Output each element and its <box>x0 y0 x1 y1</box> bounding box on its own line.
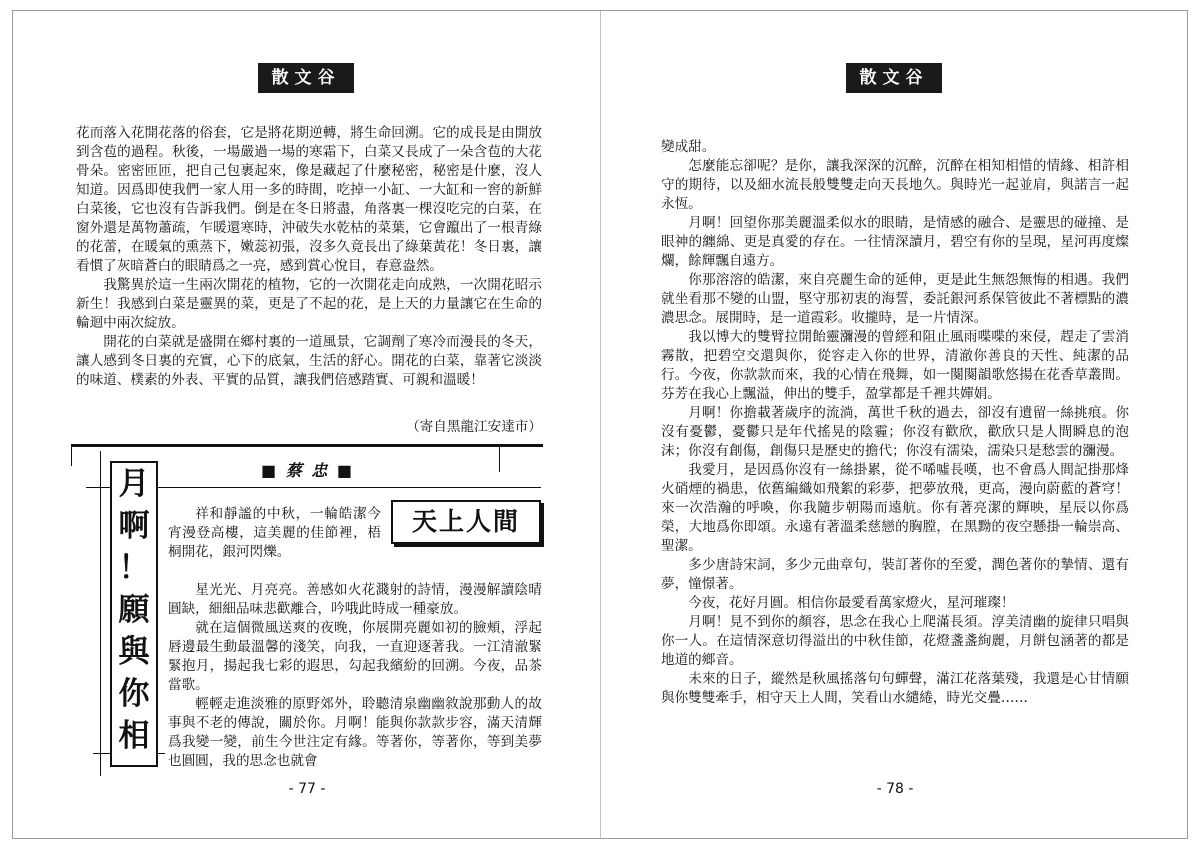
paragraph: 祥和靜謐的中秋，一輪皓潔今宵漫登高樓，這美麗的佳節裡，梧桐開花，銀河閃爍。 <box>168 506 381 560</box>
paragraph: 月啊！見不到你的顏容，思念在我心上爬滿長須。淳美清幽的旋律只唱與你一人。在這情深意切得溢出的中秋佳節，花燈盞盞絢麗，月餅包涵著的都是地道的鄉音。 <box>661 614 1129 668</box>
paragraph: 變成甜。 <box>661 139 716 155</box>
divider-tick <box>499 444 500 472</box>
title-char: 月 <box>118 466 150 502</box>
title-char: 啊 <box>118 508 150 544</box>
title-char: 願 <box>118 592 150 628</box>
poem-text <box>168 581 542 771</box>
paragraph: 星光光、月亮亮。善感如火花濺射的詩情，漫漫解讀陰晴圓缺，細細品味悲歡離合，吟哦此時成一種豪放。 <box>168 582 542 617</box>
poem-continuation <box>661 138 1129 708</box>
poem-vertical-title <box>110 461 158 767</box>
poem-text-top <box>168 505 381 562</box>
paragraph: 今夜，花好月圓。相信你最愛看萬家燈火，星河璀璨！ <box>688 595 1015 611</box>
paragraph: 就在這個微風送爽的夜晚，你展開亮麗如初的臉頰，浮起唇邊最生動最溫馨的淺笑，向我，一直迎逐著我。一江清澈緊緊抱月，揚起我七彩的遐思，勾起我繽紛的回溯。今夜，品茶當歌。 <box>168 620 542 693</box>
source-note: （寄自黑龍江安達市） <box>406 419 542 435</box>
paragraph: 我愛月，是因爲你沒有一絲掛累，從不唏噓長嘆，也不會爲人間記掛那烽火硝煙的禍患，依舊編織如飛絮的彩夢，把夢放飛，更高，漫向蔚藍的蒼穹！來一次浩瀚的呼喚，你我隨步朝陽而遠航。你有著亮潔的輝映，星辰以你爲榮，大地爲你即頌。永遠有著溫柔慈戀的胸膛，在黑黝的夜空懸掛一輪崇高、聖潔。 <box>661 462 1129 554</box>
paragraph: 怎麼能忘卻呢？是你，讓我深深的沉醉，沉醉在相知相惜的情緣、相許相守的期待，以及細水流長般雙雙走向天長地久。與時光一起並肩，與諾言一起永恆。 <box>661 158 1129 212</box>
page-number: - 77 - <box>288 781 326 797</box>
paragraph: 月啊！回望你那美麗溫柔似水的眼睛，是情感的融合、是靈思的碰撞、是眼神的纏綿、更是真愛的存在。一往情深讀月，碧空有你的呈現，星河再度燦爛，餘輝飄自遠方。 <box>661 215 1129 269</box>
page-left <box>13 11 601 838</box>
title-char: 與 <box>118 634 150 670</box>
paragraph: 你那溶溶的皓潔，來自亮麗生命的延伸，更是此生無怨無悔的相遇。我們就坐看那不變的山盟，堅守那初衷的海誓，委託銀河系保管彼此不著標點的濃濃思念。展開時，是一道霞彩。收攏時，是一片情深。 <box>661 272 1129 326</box>
page-right <box>601 11 1189 838</box>
section-header: 散文谷 <box>258 63 354 93</box>
paragraph: 輕輕走進淡雅的原野郊外，聆聽清泉幽幽敘說那動人的故事與不老的傳說，關於你。月啊！能與你款款步容，滿天清輝爲我變一變，前生今世注定有緣。等著你，等著你，等到美夢也圓圓，我的思念也就會 <box>168 696 542 769</box>
essay-text <box>76 124 542 390</box>
title-char: 相 <box>118 718 150 754</box>
paragraph: 花而落入花開花落的俗套，它是將花期逆轉，將生命回溯。它的成長是由開放到含苞的過程。秋後，一場嚴過一場的寒霜下，白菜又長成了一朵含苞的大花骨朵。密密匝匝，把自己包裹起來，像是藏起了什麼秘密，秘密是什麼，沒人知道。因爲即使我們一家人用一多的時間，吃掉一小缸、一大缸和一窖的新鮮白菜後，它也沒有告訴我們。倒是在冬日將盡，角落裏一棵沒吃完的白菜，在窗外還是萬物蕭疏，乍暖還寒時，沖破失水乾枯的菜葉，它會躥出了一根青綠的花蕾，在暖氣的熏蒸下，嫩蕊初張，沒多久竟長出了綠葉黃花！冬日裏，讓看慣了灰暗蒼白的眼睛爲之一亮，感到賞心悅目，春意盎然。 <box>76 125 542 274</box>
author-byline: ■ 蔡 忠 ■ <box>261 461 354 480</box>
paragraph: 未來的日子，縱然是秋風搖落句句蟬聲，滿江花落葉殘，我還是心甘情願與你雙雙牽手，相守天上人間，笑看山水繾綣，時光交疊…… <box>661 671 1129 706</box>
frame-line <box>100 451 101 776</box>
divider-tick <box>71 444 72 466</box>
paragraph: 月啊！你擔載著歲序的流淌，萬世千秋的過去，卻沒有遺留一絲挑痕。你沒有憂鬱，憂鬱只是年代搖晃的陰霾；你沒有歡欣，歡欣只是人間瞬息的泡沫；你沒有創傷，創傷只是歷史的擔代；你沒有濡染，濡染只是愁雲的瀰漫。 <box>661 405 1129 459</box>
column-title-box: 天上人間 <box>391 500 541 544</box>
paragraph: 我驚異於這一生兩次開花的植物，它的一次開花走向成熟，一次開花昭示新生！我感到白菜是靈異的菜，更是了不起的花，是上天的力量讓它在生命的輪迴中兩次綻放。 <box>76 277 542 331</box>
title-char: ！ <box>118 550 150 586</box>
paragraph: 我以博大的雙臂拉開飴靈瀰漫的曾經和阻止風雨喋喋的來侵，趕走了雲消霧散，把碧空交還與你，從容走入你的世界，清澈你善良的天性、純潔的品行。今夜，你款款而來，我的心情在飛舞，如一闋闋韻歌悠揚在花香草叢間。芬芳在我心上飄溢，伸出的雙手，盈掌都是千裡共嬋娟。 <box>661 329 1129 402</box>
book-spread <box>12 10 1188 839</box>
section-divider <box>71 444 543 447</box>
title-char: 你 <box>118 676 150 712</box>
paragraph: 開花的白菜就是盛開在鄉村裏的一道風景，它調劑了寒冷而漫長的冬天，讓人感到冬日裏的充實，心下的底氣，生活的舒心。開花的白菜，靠著它淡淡的味道、樸素的外表、平實的品質，讓我們倍感踏實、可親和溫暖！ <box>76 334 542 388</box>
page-number: - 78 - <box>876 781 914 797</box>
section-header: 散文谷 <box>846 63 942 93</box>
paragraph: 多少唐詩宋詞，多少元曲章句，裝訂著你的至愛，潤色著你的摯情、還有夢，憧憬著。 <box>661 557 1129 592</box>
